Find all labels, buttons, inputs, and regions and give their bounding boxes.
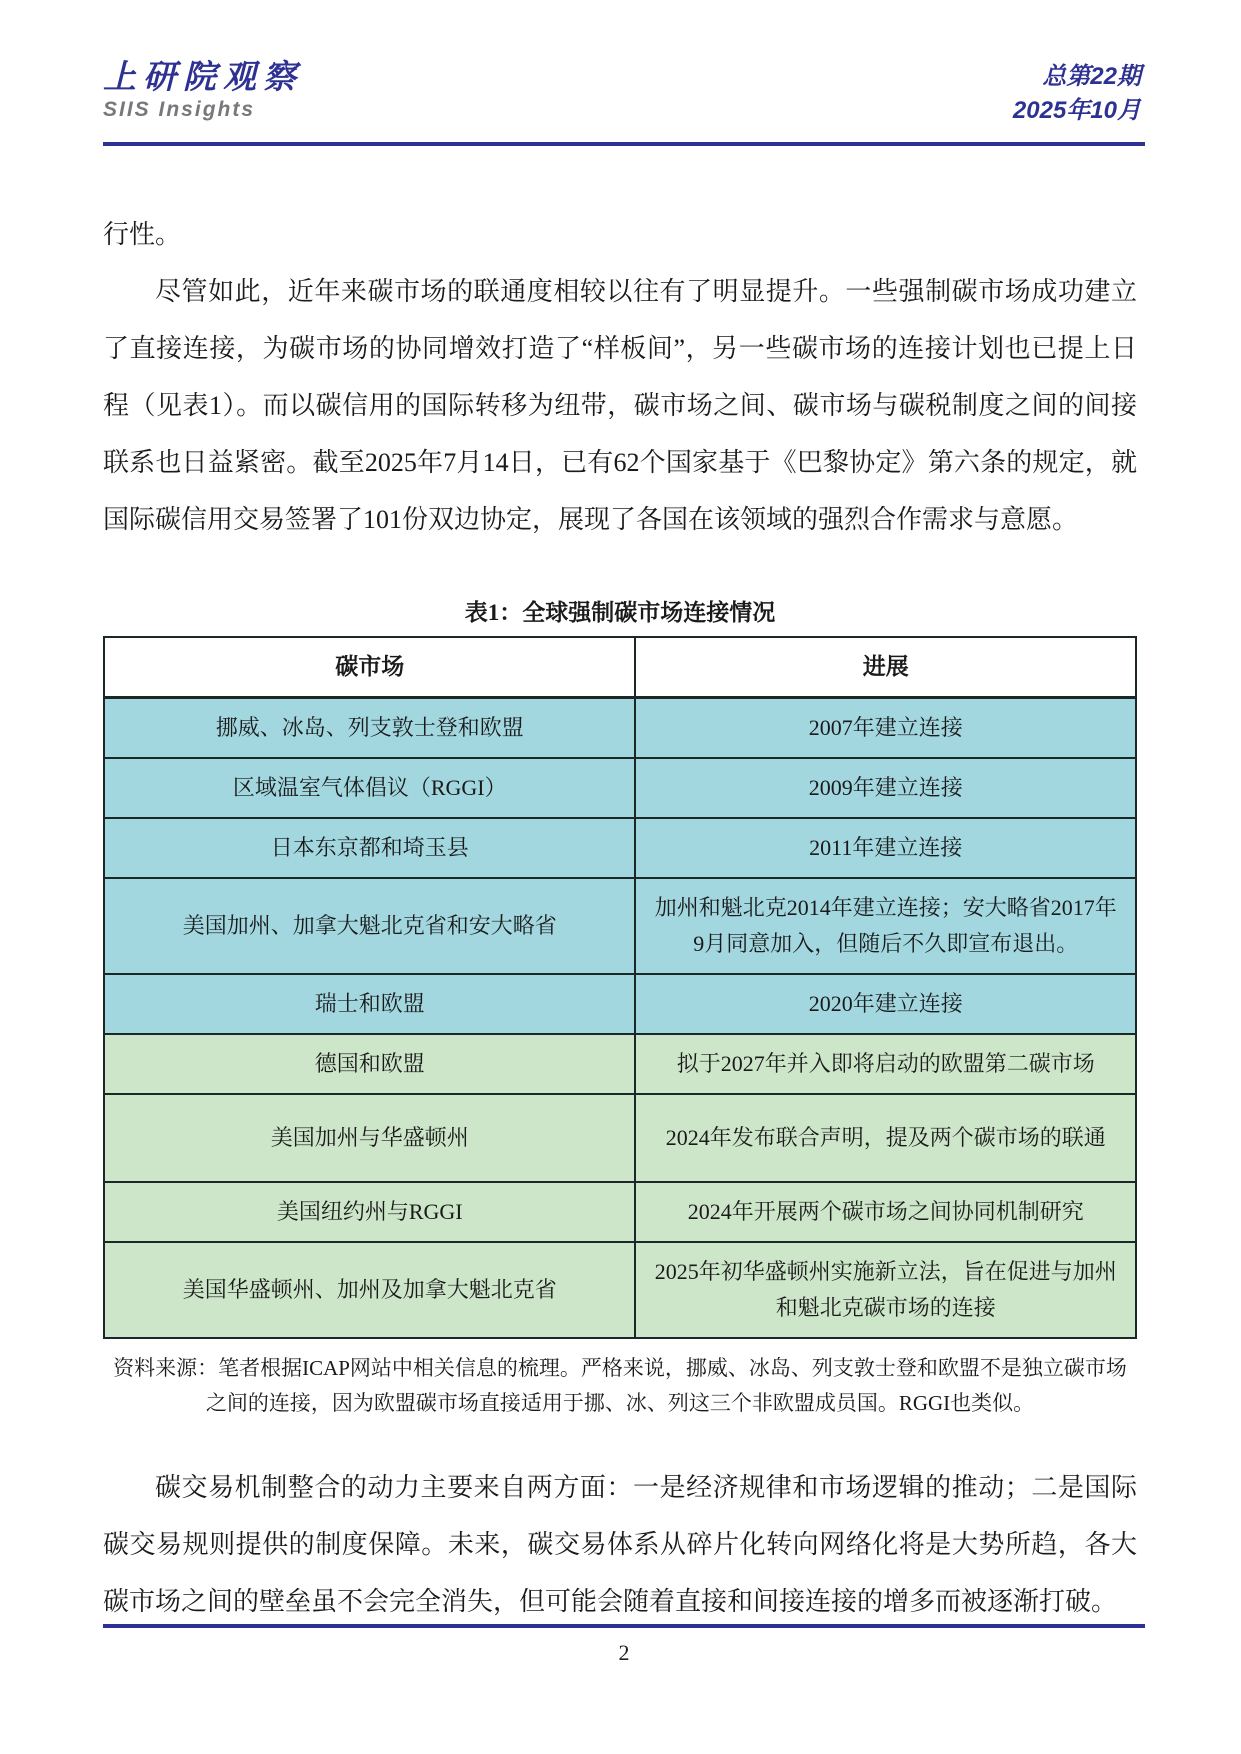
cell-market: 德国和欧盟 (104, 1034, 635, 1094)
page-body (0, 146, 1241, 1630)
paragraph-carbon-market-links: 尽管如此，近年来碳市场的联通度相较以往有了明显提升。一些强制碳市场成功建立了直接连接，为碳市场的协同增效打造了“样板间”，另一些碳市场的连接计划也已提上日程（见表1）。而以碳信用的国际转移为纽带，碳市场之间、碳市场与碳税制度之间的间接联系也日益紧密。截至2025年7月14日，已有62个国家基于《巴黎协定》第六条的规定，就国际碳信用交易签署了101份双边协定，展现了各国在该领域的强烈合作需求与意愿。 (103, 277, 1137, 534)
paragraph-continuation: 行性。 (103, 220, 182, 249)
cell-progress: 2009年建立连接 (635, 758, 1136, 818)
cell-progress: 2024年发布联合声明，提及两个碳市场的联通 (635, 1094, 1136, 1182)
table-row (104, 1034, 1136, 1094)
logo-english-title: SIIS Insights (103, 98, 256, 121)
paragraph-integration-drivers: 碳交易机制整合的动力主要来自两方面：一是经济规律和市场逻辑的推动；二是国际碳交易规则提供的制度保障。未来，碳交易体系从碎片化转向网络化将是大势所趋，各大碳市场之间的壁垒虽不会完全消失，但可能会随着直接和间接连接的增多而被逐渐打破。 (103, 1473, 1137, 1616)
page-number: 2 (618, 1640, 630, 1665)
cell-market: 区域温室气体倡议（RGGI） (104, 758, 635, 818)
table-source-note: 资料来源：笔者根据ICAP网站中相关信息的梳理。严格来说，挪威、冰岛、列支敦士登和欧盟不是独立碳市场之间的连接，因为欧盟碳市场直接适用于挪、冰、列这三个非欧盟成员国。RGGI也类似。 (113, 1356, 1127, 1415)
table-row (104, 758, 1136, 818)
table-row (104, 1182, 1136, 1242)
footer-divider (103, 1624, 1145, 1628)
cell-market: 挪威、冰岛、列支敦士登和欧盟 (104, 698, 635, 759)
issue-number: 总第22期 (1042, 63, 1141, 90)
page-header (0, 0, 1241, 128)
table-row (104, 818, 1136, 878)
table-row (104, 974, 1136, 1034)
cell-progress: 加州和魁北克2014年建立连接；安大略省2017年9月同意加入，但随后不久即宣布退出。 (635, 878, 1136, 974)
table-row (104, 1242, 1136, 1338)
column-header-progress: 进展 (635, 637, 1136, 698)
publication-logo (103, 60, 303, 124)
cell-progress: 2007年建立连接 (635, 698, 1136, 759)
page-footer (103, 1624, 1145, 1666)
cell-progress: 2025年初华盛顿州实施新立法，旨在促进与加州和魁北克碳市场的连接 (635, 1242, 1136, 1338)
table-row (104, 698, 1136, 759)
cell-progress: 2024年开展两个碳市场之间协同机制研究 (635, 1182, 1136, 1242)
cell-market: 美国华盛顿州、加州及加拿大魁北克省 (104, 1242, 635, 1338)
table-title: 表1：全球强制碳市场连接情况 (464, 600, 776, 625)
issue-info (1013, 60, 1141, 128)
cell-market: 美国纽约州与RGGI (104, 1182, 635, 1242)
table-row (104, 1094, 1136, 1182)
cell-market: 日本东京都和埼玉县 (104, 818, 635, 878)
column-header-market: 碳市场 (104, 637, 635, 698)
cell-market: 美国加州、加拿大魁北克省和安大略省 (104, 878, 635, 974)
cell-market: 美国加州与华盛顿州 (104, 1094, 635, 1182)
cell-market: 瑞士和欧盟 (104, 974, 635, 1034)
logo-chinese-title: 上研院观察 (103, 60, 303, 96)
issue-date: 2025年10月 (1012, 97, 1141, 124)
cell-progress: 拟于2027年并入即将启动的欧盟第二碳市场 (635, 1034, 1136, 1094)
carbon-market-link-table (103, 636, 1137, 1339)
table-row (104, 878, 1136, 974)
table-header-row (104, 637, 1136, 698)
cell-progress: 2011年建立连接 (635, 818, 1136, 878)
cell-progress: 2020年建立连接 (635, 974, 1136, 1034)
